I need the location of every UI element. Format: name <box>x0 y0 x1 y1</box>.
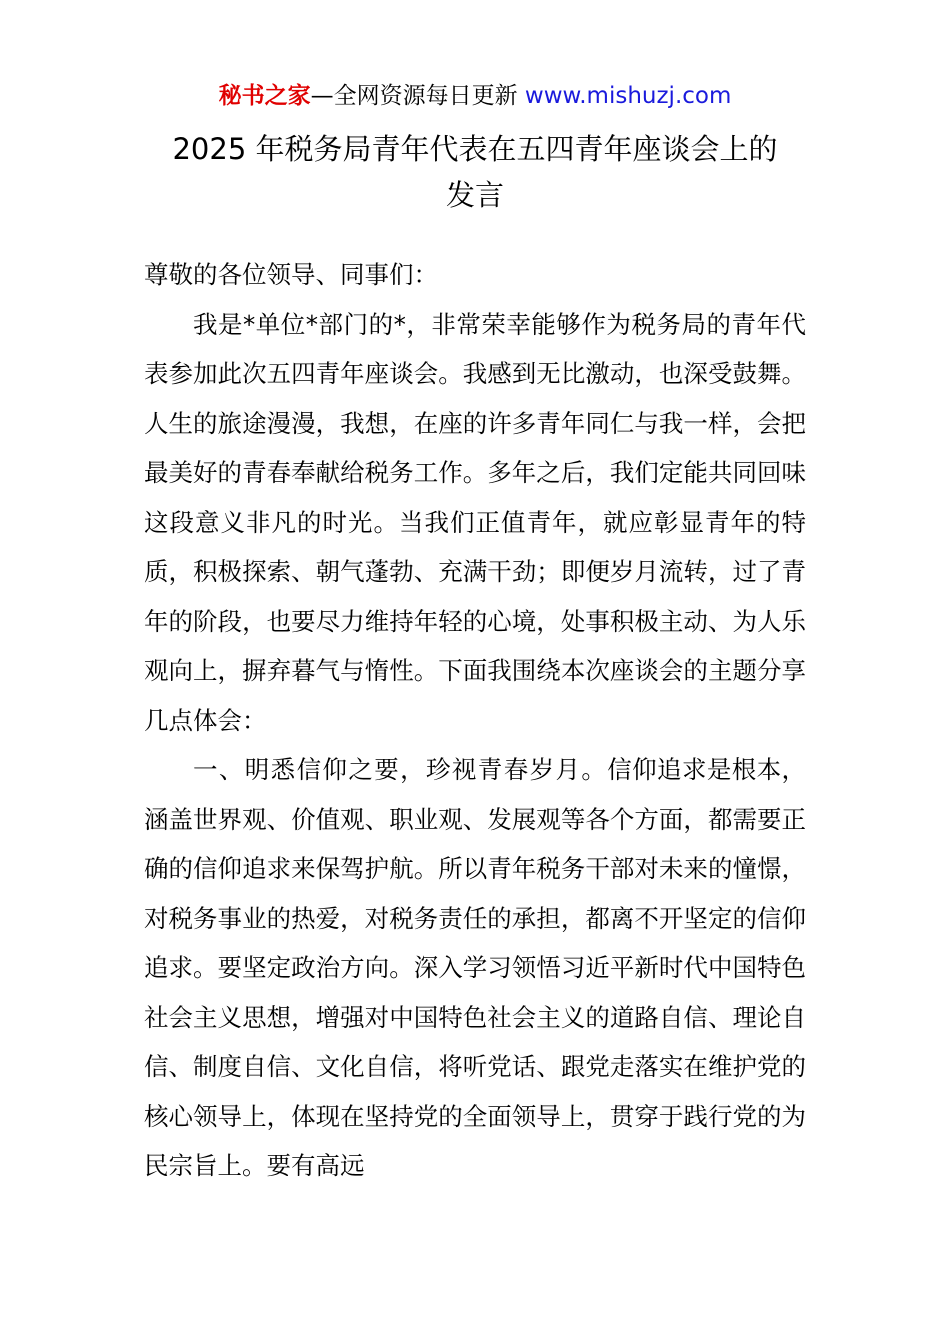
section-one-heading: 一、明悉信仰之要，珍视青春岁月。 <box>193 755 608 784</box>
site-header <box>0 80 950 112</box>
document-body <box>144 250 806 1191</box>
document-title <box>100 126 850 218</box>
title-line-2: 发言 <box>445 178 504 212</box>
section-one-body: 信仰追求是根本，涵盖世界观、价值观、职业观、发展观等各个方面，都需要正确的信仰追求来保驾护航。所以青年税务干部对未来的憧憬，对税务事业的热爱，对税务责任的承担，都离不开坚定的信仰追求。要坚定政治方向。深入学习领悟习近平新时代中国特色社会主义思想，增强对中国特色社会主义的道路自信、理论自信、制度自信、文化自信，将听党话、跟党走落实在维护党的核心领导上，体现在坚持党的全面领导上，贯穿于践行党的为民宗旨上。要有高远 <box>144 755 807 1180</box>
paragraph-intro: 我是*单位*部门的*，非常荣幸能够作为税务局的青年代表参加此次五四青年座谈会。我感到无比激动，也深受鼓舞。人生的旅途漫漫，我想，在座的许多青年同仁与我一样，会把最美好的青春奉献给税务工作。多年之后，我们定能共同回味这段意义非凡的时光。当我们正值青年，就应彰显青年的特质，积极探索、朝气蓬勃、充满干劲；即便岁月流转，过了青年的阶段，也要尽力维持年轻的心境，处事积极主动、为人乐观向上，摒弃暮气与惰性。下面我围绕本次座谈会的主题分享几点体会： <box>144 309 806 735</box>
site-url-link[interactable]: www.mishuzj.com <box>524 83 732 109</box>
brand-name: 秘书之家 <box>218 83 311 109</box>
title-line-1: 2025 年税务局青年代表在五四青年座谈会上的 <box>172 132 778 166</box>
salutation: 尊敬的各位领导、同事们： <box>144 260 438 289</box>
paragraph-section-one <box>144 745 806 1191</box>
header-tagline: —全网资源每日更新 <box>310 83 525 109</box>
